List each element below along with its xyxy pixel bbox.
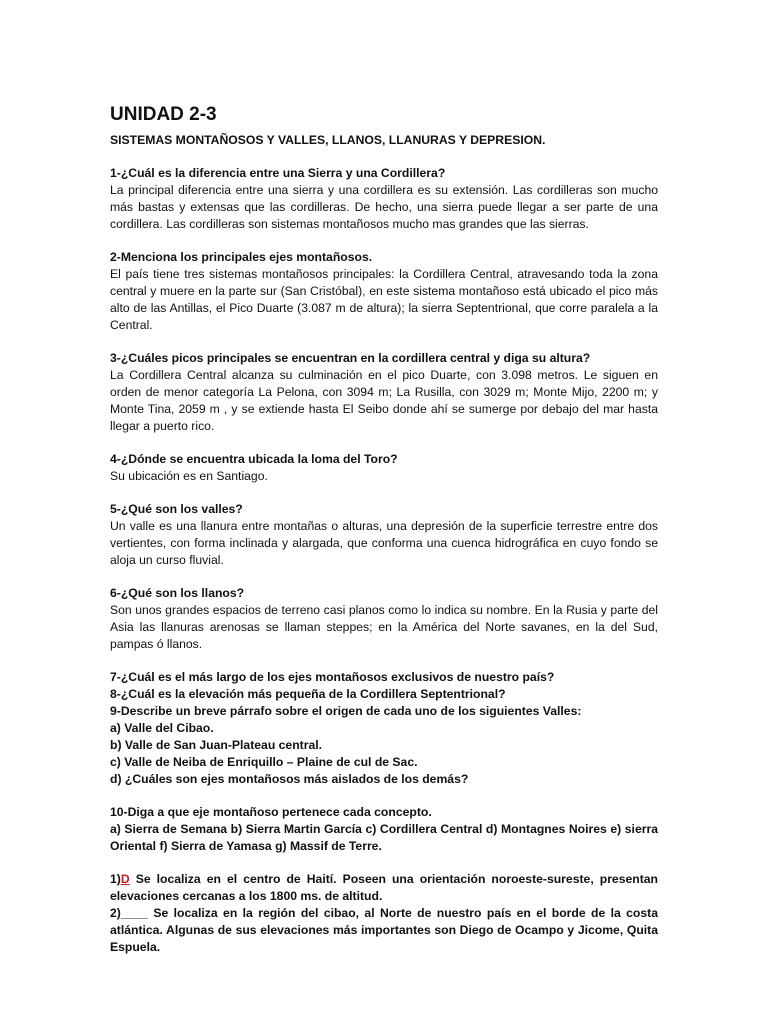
question-block-6 <box>110 585 658 653</box>
question-9: 9-Describe un breve párrafo sobre el origen de cada uno de los siguientes Valles: <box>110 704 582 718</box>
question-block-5 <box>110 501 658 569</box>
page-title: UNIDAD 2-3 <box>110 104 217 125</box>
answer-4: Su ubicación es en Santiago. <box>110 469 268 483</box>
matching-items <box>110 871 658 956</box>
item-number: 1) <box>110 872 121 886</box>
question-10-options: a) Sierra de Semana b) Sierra Martin García c) Cordillera Central d) Montagnes Noires e) sierra Oriental f) Sierra de Yamasa g) Massif de Terre. <box>110 822 658 853</box>
question-4: 4-¿Dónde se encuentra ubicada la loma del Toro? <box>110 452 398 466</box>
answer-5: Un valle es una llanura entre montañas o alturas, una depresión de la superficie terrestre entre dos vertientes, con forma inclinada y alargada, que conforma una cuenca hidrográfica en cuyo fondo se aloja un curso fluvial. <box>110 519 658 567</box>
question-block-4 <box>110 451 658 485</box>
question-5: 5-¿Qué son los valles? <box>110 502 243 516</box>
question-block-3 <box>110 350 658 435</box>
question-8: 8-¿Cuál es la elevación más pequeña de la Cordillera Septentrional? <box>110 687 506 701</box>
item-number: 2) <box>110 906 121 920</box>
answer-1: La principal diferencia entre una sierra y una cordillera es su extensión. Las cordilleras son mucho más bastas y extensas que las cordilleras. De hecho, una sierra puede llegar a ser parte de una cordillera. Las cordilleras son sistemas montañosos mucho mas grandes que las sierras. <box>110 183 658 231</box>
answer-6: Son unos grandes espacios de terreno casi planos como lo indica su nombre. En la Rusia y parte del Asia las llanuras arenosas se llaman steppes; en la América del Norte savanes, en la del Sud, pampas ó llanos. <box>110 603 658 651</box>
matching-item-1 <box>110 871 658 905</box>
question-1: 1-¿Cuál es la diferencia entre una Sierra y una Cordillera? <box>110 166 446 180</box>
question-block-10 <box>110 804 658 855</box>
document-page <box>110 104 658 956</box>
question-9-a: a) Valle del Cibao. <box>110 721 214 735</box>
question-10: 10-Diga a que eje montañoso pertenece cada concepto. <box>110 805 432 819</box>
answer-mark: D <box>120 872 130 886</box>
page-subtitle: SISTEMAS MONTAÑOSOS Y VALLES, LLANOS, LLANURAS Y DEPRESION. <box>110 133 546 147</box>
question-2: 2-Menciona los principales ejes montañosos. <box>110 250 373 264</box>
question-list-block <box>110 669 658 788</box>
question-9-d: d) ¿Cuáles son ejes montañosos más aislados de los demás? <box>110 772 469 786</box>
matching-item-2 <box>110 905 658 956</box>
question-9-c: c) Valle de Neiba de Enriquillo – Plaine de cul de Sac. <box>110 755 418 769</box>
question-3: 3-¿Cuáles picos principales se encuentran en la cordillera central y diga su altura? <box>110 351 591 365</box>
question-6: 6-¿Qué son los llanos? <box>110 586 245 600</box>
question-block-2 <box>110 249 658 334</box>
question-7: 7-¿Cuál es el más largo de los ejes montañosos exclusivos de nuestro país? <box>110 670 555 684</box>
question-block-1 <box>110 165 658 233</box>
item-text: Se localiza en el centro de Haití. Poseen una orientación noroeste-sureste, presentan elevaciones cercanas a los 1800 ms. de altitud. <box>110 872 658 903</box>
item-text: Se localiza en la región del cibao, al Norte de nuestro país en el borde de la costa atlántica. Algunas de sus elevaciones más importantes son Diego de Ocampo y Jicome, Quita Espuela. <box>110 906 658 954</box>
question-9-b: b) Valle de San Juan-Plateau central. <box>110 738 323 752</box>
answer-2: El país tiene tres sistemas montañosos principales: la Cordillera Central, atravesando toda la zona central y muere en la parte sur (San Cristóbal), en este sistema montañoso está ubicado el pico más alto de las Antillas, el Pico Duarte (3.087 m de altura); la sierra Septentrional, que corre paralela a la Central. <box>110 267 658 332</box>
answer-blank: ____ <box>120 906 148 920</box>
answer-3: La Cordillera Central alcanza su culminación en el pico Duarte, con 3.098 metros. Le siguen en orden de menor categoría La Pelona, con 3094 m; La Rusilla, con 3029 m; Monte Mijo, 2200 m; y Monte Tina, 2059 m , y se extiende hasta El Seibo donde ahí se sumerge por debajo del mar hasta llegar a puerto rico. <box>110 368 658 433</box>
